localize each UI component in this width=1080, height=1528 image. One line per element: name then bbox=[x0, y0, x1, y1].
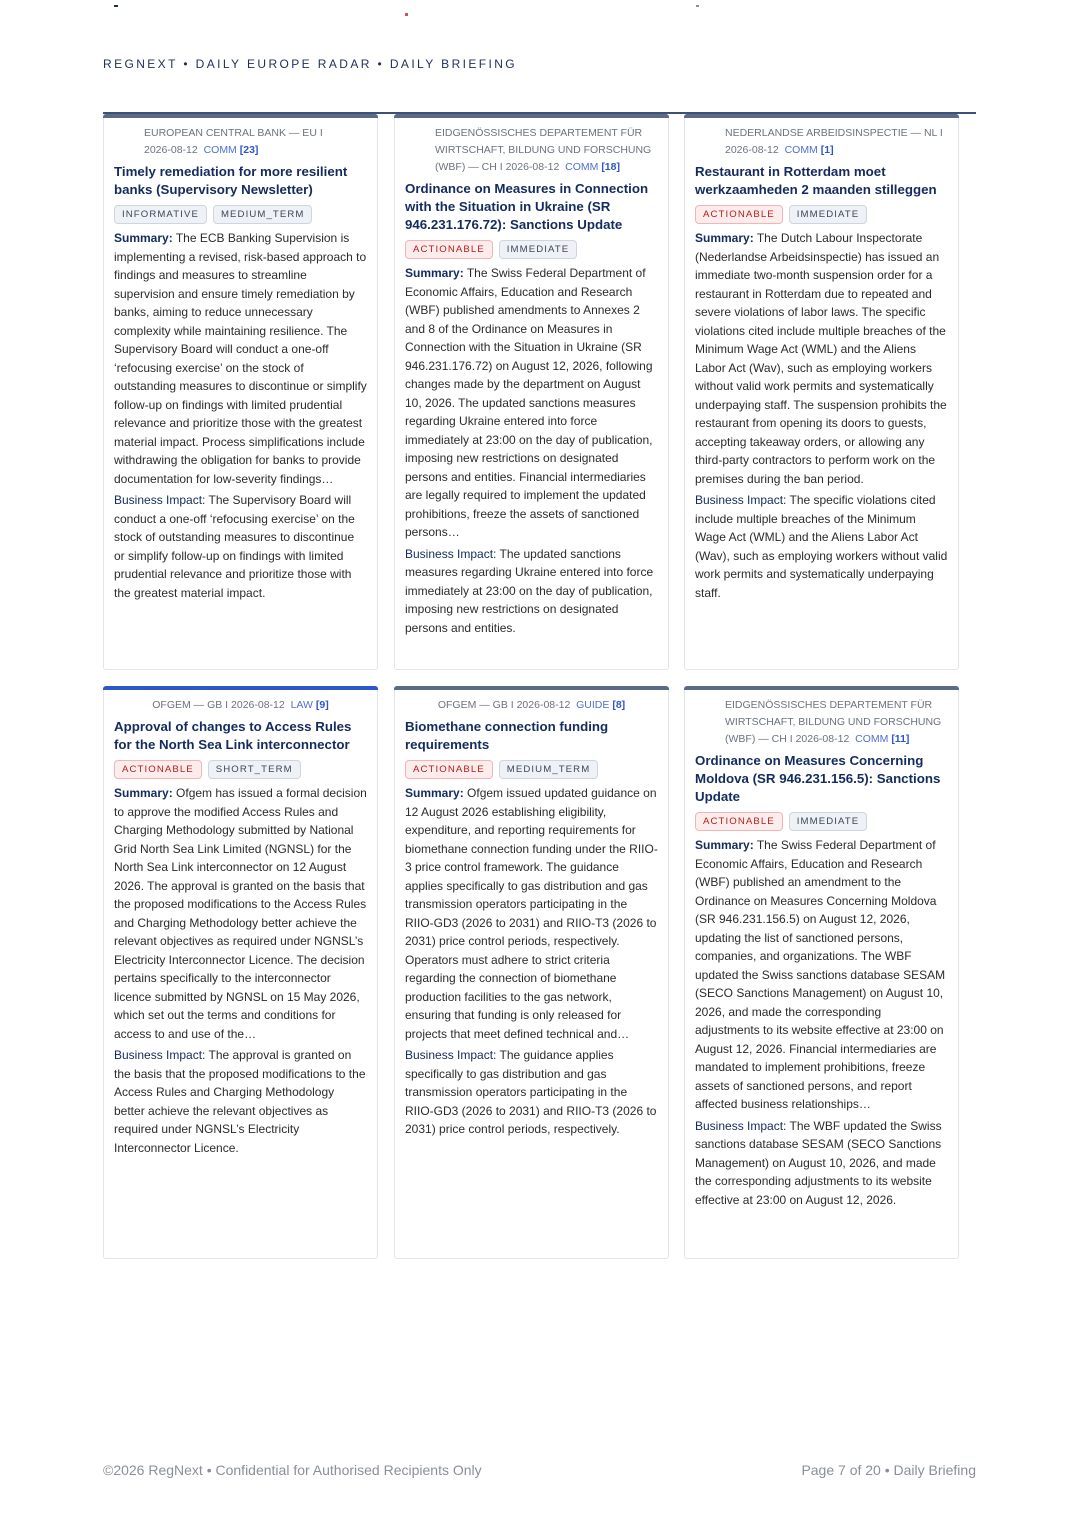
card-summary: Summary: The Swiss Federal Department of Economic Affairs, Education and Research (WBF) published amendments to Annexes 2 and 8 of the Ordinance on Measures in Connection with the Situation in Ukraine (SR 946.231.176.72) on August 12, 2026, following changes made by the department on August 10, 2026. The updated sanctions measures regarding Ukraine entered into force immediately at 23:00 on the day of publication, imposing new restrictions on designated persons and entities. Financial intermediaries are legally required to implement the updated prohibitions, freeze the assets of sanctioned persons… bbox=[405, 266, 653, 539]
card-impact: Business Impact: The WBF updated the Swiss sanctions database SESAM (SECO Sanctions Management) on August 10, 2026, and made the corresponding adjustments to its website effective at 23:00 on August 12, 2026. bbox=[695, 1118, 942, 1207]
card-ref[interactable]: [11] bbox=[891, 733, 910, 745]
card-title[interactable]: Restaurant in Rotterdam moet werkzaamheden 2 maanden stilleggen bbox=[695, 164, 937, 197]
footer-page-number: Page 7 of 20 • Daily Briefing bbox=[801, 1462, 976, 1478]
tag-immediate: IMMEDIATE bbox=[499, 240, 578, 259]
card-impact: Business Impact: The Supervisory Board will conduct a one-off ‘refocusing exercise’ on the stock of outstanding measures to discontinue or simplify follow-up on findings with limited prudential relevance and prioritize those with the greatest material impact. bbox=[114, 493, 355, 600]
card-impact: Business Impact: The specific violations cited include multiple breaches of the Minimum Wage Act (WML) and the Aliens Labor Act (Wav), such as employing workers without valid work permits and systematically underpaying staff. bbox=[695, 493, 948, 600]
card-tags bbox=[114, 204, 367, 223]
card-impact: Business Impact: The updated sanctions measures regarding Ukraine entered into force immediately at 23:00 on the day of publication, imposing new restrictions on designated persons and entities. bbox=[405, 546, 654, 635]
card-title[interactable]: Biomethane connection funding requirements bbox=[405, 719, 609, 752]
card-source: OFGEM — GB I 2026-08-12 LAW [9] bbox=[152, 699, 329, 711]
card-type: LAW bbox=[290, 699, 313, 711]
top-mark-3 bbox=[696, 5, 699, 7]
tag-immediate: IMMEDIATE bbox=[789, 205, 868, 224]
tag-short-term: SHORT_TERM bbox=[208, 760, 301, 779]
briefing-card-6[interactable] bbox=[684, 686, 959, 1259]
briefing-card-1[interactable] bbox=[103, 114, 378, 670]
card-summary: Summary: The ECB Banking Supervision is implementing a revised, risk-based approach to findings and measures to streamline supervision and ensure timely remediation by banks, aiming to reduce unnecessary complexity while maintaining resilience. The Supervisory Board will conduct a one-off ‘refocusing exercise’ on the stock of outstanding measures to discontinue or simplify follow-up on findings with limited prudential relevance and prioritize those with the greatest material impact. Process simplifications include withdrawing the obligation for banks to provide documentation for low-severity findings… bbox=[114, 231, 367, 486]
card-type: COMM bbox=[565, 161, 599, 173]
card-source: OFGEM — GB I 2026-08-12 GUIDE [8] bbox=[437, 699, 626, 711]
tag-medium-term: MEDIUM_TERM bbox=[213, 205, 313, 224]
card-tags bbox=[405, 759, 658, 778]
card-source: EUROPEAN CENTRAL BANK — EU I 2026-08-12 COMM [23] bbox=[144, 127, 323, 156]
card-impact: Business Impact: The guidance applies specifically to gas distribution and gas transmission operators participating in the RIIO-GD3 (2026 to 2031) and RIIO-T3 (2026 to 2031) price control periods, respectively. bbox=[405, 1048, 657, 1136]
tag-actionable: ACTIONABLE bbox=[695, 205, 783, 224]
card-ref[interactable]: [8] bbox=[612, 699, 626, 711]
card-source: NEDERLANDSE ARBEIDSINSPECTIE — NL I 2026-08-12 COMM [1] bbox=[725, 127, 943, 156]
card-tags bbox=[695, 204, 948, 223]
card-title[interactable]: Approval of changes to Access Rules for the North Sea Link interconnector bbox=[114, 719, 352, 752]
card-type: COMM bbox=[203, 144, 237, 156]
tag-actionable: ACTIONABLE bbox=[695, 812, 783, 831]
card-ref[interactable]: [23] bbox=[239, 144, 259, 156]
footer-copyright: ©2026 RegNext • Confidential for Authorised Recipients Only bbox=[103, 1462, 482, 1478]
card-type: GUIDE bbox=[576, 699, 610, 711]
card-tags bbox=[114, 759, 367, 778]
tag-actionable: ACTIONABLE bbox=[405, 240, 493, 259]
briefing-card-2[interactable] bbox=[394, 114, 669, 670]
card-title[interactable]: Timely remediation for more resilient banks (Supervisory Newsletter) bbox=[114, 164, 348, 197]
card-tags bbox=[405, 239, 658, 258]
briefing-card-4[interactable] bbox=[103, 686, 378, 1259]
card-tags bbox=[695, 811, 948, 830]
card-source: EIDGENÖSSISCHES DEPARTEMENT FÜR WIRTSCHAFT, BILDUNG UND FORSCHUNG (WBF) — CH I 2026-08-12 COMM [18] bbox=[435, 127, 652, 173]
card-type: COMM bbox=[855, 733, 889, 745]
card-ref[interactable]: [1] bbox=[820, 144, 834, 156]
card-title[interactable]: Ordinance on Measures Concerning Moldova (SR 946.231.156.5): Sanctions Update bbox=[695, 753, 941, 804]
card-summary: Summary: The Swiss Federal Department of Economic Affairs, Education and Research (WBF) published an amendment to the Ordinance on Measures Concerning Moldova (SR 946.231.156.5) on August 12, 2026, updating the list of sanctioned persons, companies, and organizations. The WBF updated the Swiss sanctions database SESAM (SECO Sanctions Management) on August 10, 2026, and made the corresponding adjustments to its website effective at 23:00 on August 12, 2026. Financial intermediaries are mandated to implement prohibitions, freeze assets of sanctioned persons, and report affected business relationships… bbox=[695, 838, 946, 1111]
tag-actionable: ACTIONABLE bbox=[405, 760, 493, 779]
card-ref[interactable]: [18] bbox=[601, 161, 620, 173]
card-summary: Summary: Ofgem issued updated guidance on 12 August 2026 establishing eligibility, expenditure, and reporting requirements for biomethane connection funding under the RIIO-3 price control framework. The guidance applies specifically to gas distribution and gas transmission operators participating in the RIIO-GD3 (2026 to 2031) and RIIO-T3 (2026 to 2031) price control periods, respectively. Operators must adhere to strict criteria regarding the connection of biomethane production facilities to the gas network, ensuring that funding is only released for projects that meet defined technical and… bbox=[405, 786, 658, 1041]
card-summary: Summary: Ofgem has issued a formal decision to approve the modified Access Rules and Charging Methodology submitted by National Grid North Sea Link Limited (NGNSL) for the North Sea Link interconnector on 12 August 2026. The approval is granted on the basis that the proposed modifications to the Access Rules and Charging Methodology better achieve the relevant objectives as required under NGNSL’s Electricity Interconnector Licence. The decision pertains specifically to the interconnector licence submitted by NGNSL on 15 May 2026, which set out the terms and conditions for access to and use of the… bbox=[114, 786, 367, 1041]
card-source: EIDGENÖSSISCHES DEPARTEMENT FÜR WIRTSCHAFT, BILDUNG UND FORSCHUNG (WBF) — CH I 2026-08-12 COMM [11] bbox=[725, 699, 942, 745]
top-mark-1 bbox=[114, 5, 118, 7]
top-mark-2 bbox=[405, 13, 408, 16]
card-impact: Business Impact: The approval is granted on the basis that the proposed modifications to the Access Rules and Charging Methodology better achieve the relevant objectives as required under NGNSL’s Electricity Interconnector Licence. bbox=[114, 1048, 366, 1155]
page-header: REGNEXT • DAILY EUROPE RADAR • DAILY BRIEFING bbox=[103, 57, 518, 71]
tag-medium-term: MEDIUM_TERM bbox=[499, 760, 599, 779]
briefing-card-3[interactable] bbox=[684, 114, 959, 670]
card-summary: Summary: The Dutch Labour Inspectorate (Nederlandse Arbeidsinspectie) has issued an immediate two-month suspension order for a restaurant in Rotterdam due to repeated and severe violations of labor laws. The specific violations cited include multiple breaches of the Minimum Wage Act (WML) and the Aliens Labor Act (Wav), such as employing workers without valid work permits and systematically underpaying staff. The suspension prohibits the restaurant from opening its doors to guests, accepting takeaway orders, or allowing any third-party contractors to perform work on the premises during the ban period. bbox=[695, 231, 947, 486]
card-ref[interactable]: [9] bbox=[315, 699, 329, 711]
briefing-card-5[interactable] bbox=[394, 686, 669, 1259]
card-type: COMM bbox=[784, 144, 818, 156]
tag-immediate: IMMEDIATE bbox=[789, 812, 868, 831]
card-title[interactable]: Ordinance on Measures in Connection with the Situation in Ukraine (SR 946.231.176.72): Sanctions Update bbox=[405, 181, 649, 232]
tag-actionable: ACTIONABLE bbox=[114, 760, 202, 779]
tag-informative: INFORMATIVE bbox=[114, 205, 207, 224]
